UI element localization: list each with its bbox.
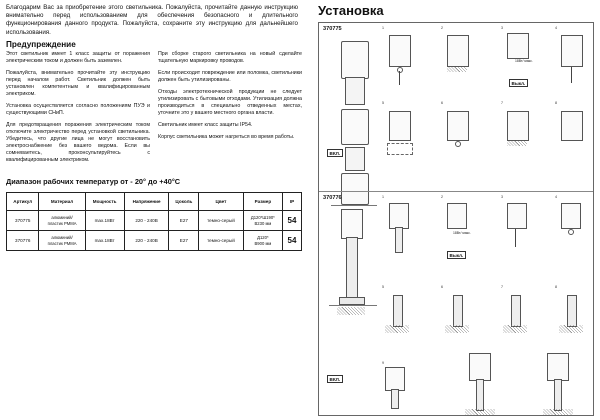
step-number: 8 (555, 101, 557, 105)
th-voltage: Напряжение (124, 193, 169, 211)
hatch-pattern (445, 325, 469, 333)
step-number: 4 (555, 26, 557, 30)
table-row (7, 231, 302, 251)
installation-diagram-box (318, 22, 594, 416)
cell-material-line2: пластик PMMA (47, 240, 77, 246)
step-number: 7 (501, 285, 503, 289)
step-number: 5 (382, 285, 384, 289)
step-figure (507, 111, 529, 141)
detail-callout (387, 143, 413, 155)
step-pole (476, 379, 484, 411)
warning-right-p3: Отходы электротехнической продукции не следует утилизировать с бытовыми отходами. Утилизация должна производиться в специально отведенных местах, уточните это у вашего местного органа власти. (158, 88, 302, 116)
lamp-illustration-body-2 (345, 147, 365, 171)
warning-title: Предупреждение (6, 39, 76, 49)
table-row (7, 211, 302, 231)
step-pole (393, 295, 403, 327)
step-number: 2 (441, 26, 443, 30)
cell-size-line2: В900 мм (254, 240, 272, 246)
wire-line (399, 71, 400, 85)
th-socket: Цоколь (169, 193, 199, 211)
step-figure (389, 111, 411, 141)
table-header-row (7, 193, 302, 211)
hatch-pattern (559, 325, 583, 333)
lamp-illustration-head-3 (341, 173, 369, 205)
step-figure (561, 203, 581, 229)
step-figure (447, 203, 467, 229)
lamp-illustration-body (345, 77, 365, 105)
wire-line (571, 67, 572, 83)
bollard-head (341, 209, 363, 239)
intro-paragraph: Благодарим Вас за приобретение этого светильника. Пожалуйста, прочитайте данную инструкцию внимательно перед использованием для обеспечения безопасного и длительного функционирования данного продукта. Пожалуйста, сохраните эту инструкцию для дальнейшего использования. (6, 4, 298, 36)
lamp-illustration-head (341, 41, 369, 79)
warning-right-p1: При сборке старого светильника на новый сделайте тщательную маркировку проводов. (158, 50, 302, 64)
screw-icon (568, 229, 574, 235)
step-figure (507, 203, 527, 229)
step-pole (554, 379, 562, 411)
step-pole (567, 295, 577, 327)
cell-voltage: 220 - 240В (124, 231, 169, 251)
step-number: 7 (501, 101, 503, 105)
hatch-pattern (447, 67, 467, 72)
step-number: 2 (441, 195, 443, 199)
switch-on-label: ВКЛ. (327, 375, 343, 383)
th-color: Цвет (199, 193, 243, 211)
warning-right-p2: Если происходит повреждение или поломка, светильники должен быть утилизированы. (158, 69, 302, 83)
lamp-illustration-head-2 (341, 109, 369, 145)
cell-ip: 54 (283, 211, 302, 231)
step-pole (391, 389, 399, 409)
cell-size-line1: Д120* (257, 235, 269, 241)
ground-line (331, 205, 377, 206)
step-number: 6 (441, 285, 443, 289)
cell-material (39, 211, 85, 231)
screw-icon (455, 141, 461, 147)
hatch-pattern (507, 141, 527, 146)
step-figure (561, 35, 583, 67)
cell-material-line1: алюминий/ (51, 235, 73, 241)
left-text-column (6, 4, 306, 416)
step-pole (511, 295, 521, 327)
step-number: 4 (555, 195, 557, 199)
hatch-pattern (337, 307, 365, 315)
cell-size-line2: В230 мм (254, 220, 272, 226)
hatch-pattern (543, 409, 573, 415)
step-number: 8 (555, 285, 557, 289)
cell-power: max.18Вт (85, 231, 124, 251)
th-size: Размер (243, 193, 282, 211)
cell-color: темно-серый (199, 211, 243, 231)
cell-size (243, 231, 282, 251)
th-power: Мощность (85, 193, 124, 211)
step-pole (453, 295, 463, 327)
warning-left-p2: Пожалуйста, внимательно прочитайте эту инструкцию перед началом работ. Светильник должен быть установлен компетентным и квалифицированным электриком. (6, 69, 150, 97)
cell-socket: E27 (169, 231, 199, 251)
warning-left-p4: Для предотвращения поражения электрическим током отключите электричество перед установкой светильника. Убедитесь, что другие лица не могут восстановить электроснабжение без вашего ведома. Если вы сомневаетесь, проконсультируйтесь с квалифицированным электриком. (6, 122, 150, 164)
step-figure (389, 203, 409, 229)
step-figure (385, 367, 405, 391)
step-figure (507, 33, 529, 59)
cell-color: темно-серый (199, 231, 243, 251)
specification-table (6, 192, 302, 251)
installation-title: Установка (318, 3, 384, 18)
step-figure (561, 111, 583, 141)
switch-off-label: Выкл. (509, 79, 528, 87)
step-pole (395, 227, 403, 253)
wire-line (515, 229, 516, 247)
warning-column-right (158, 51, 302, 169)
cell-power: max.18Вт (85, 211, 124, 231)
step-number: 1 (382, 195, 384, 199)
step-number: 3 (501, 195, 503, 199)
step-figure (447, 35, 469, 67)
cell-article: 370775 (7, 211, 39, 231)
cell-size (243, 211, 282, 231)
ground-line (329, 305, 377, 306)
hatch-pattern (503, 325, 527, 333)
step-figure (469, 353, 491, 381)
cell-article: 370776 (7, 231, 39, 251)
step-number: 5 (382, 101, 384, 105)
hatch-pattern (465, 409, 495, 415)
th-ip: IP (283, 193, 302, 211)
cell-voltage: 220 - 240В (124, 211, 169, 231)
warning-left-p1: Этот светильник имеет 1 класс защиты от поражения электрическим током и должен быть заземлен. (6, 50, 150, 64)
step-number: 3 (501, 26, 503, 30)
warning-columns (6, 51, 302, 169)
warning-right-p5: Корпус светильника может нагреться во время работы. (158, 134, 295, 141)
cell-material (39, 231, 85, 251)
cell-socket: E27 (169, 211, 199, 231)
installation-panel (314, 0, 600, 420)
step-figure (547, 353, 569, 381)
warning-column-left (6, 51, 150, 169)
terminal-note: 18Вт/ макс. (515, 59, 533, 63)
bollard-pole (346, 237, 358, 299)
step-figure (447, 111, 469, 141)
temperature-range: Диапазон рабочих температур от - 20° до +40°C (6, 177, 181, 187)
switch-off-label: Выкл. (447, 251, 466, 259)
screw-icon (397, 67, 403, 73)
step-number: 9 (382, 361, 384, 365)
warning-right-p4: Светильник имеет класс защиты IP54. (158, 122, 253, 128)
switch-on-label: ВКЛ. (327, 149, 343, 157)
section-divider (319, 191, 593, 192)
cell-size-line1: Д120*Ш190* (250, 215, 275, 221)
step-figure (389, 35, 411, 67)
step-number: 6 (441, 101, 443, 105)
th-article: Артикул (7, 193, 39, 211)
cell-material-line1: алюминий/ (51, 215, 73, 221)
model-label-370775: 370775 (323, 26, 342, 32)
bollard-base (339, 297, 365, 305)
th-material: Материал (39, 193, 85, 211)
warning-left-p3: Установка осуществляется согласно положениям ПУЭ и существующими СНиП. (6, 102, 150, 116)
cell-ip: 54 (283, 231, 302, 251)
cell-material-line2: пластик PMMA (47, 220, 77, 226)
step-number: 1 (382, 26, 384, 30)
model-label-370776: 370776 (323, 195, 342, 201)
hatch-pattern (385, 325, 409, 333)
terminal-note: 18Вт/ макс. (453, 231, 471, 235)
